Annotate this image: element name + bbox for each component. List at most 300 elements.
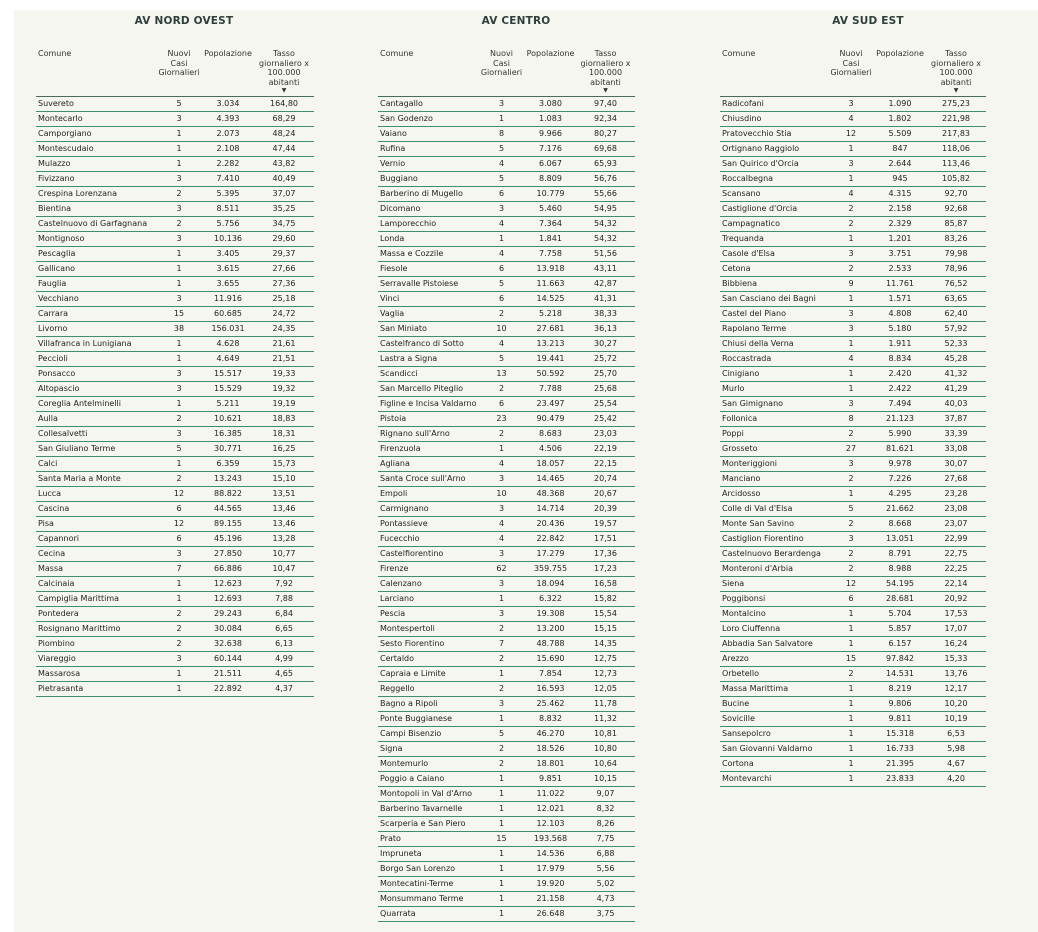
table-row [378, 832, 635, 847]
cell-popolazione: 2.073 [202, 127, 254, 142]
cell-popolazione: 4.506 [525, 442, 577, 457]
table-row [378, 277, 635, 292]
cell-nuovi-casi: 5 [479, 172, 525, 187]
cell-nuovi-casi: 3 [828, 457, 874, 472]
cell-nuovi-casi: 8 [479, 127, 525, 142]
cell-popolazione: 2.158 [874, 202, 926, 217]
table-row [36, 412, 314, 427]
cell-comune: Collesalvetti [36, 427, 156, 442]
cell-popolazione: 13.051 [874, 532, 926, 547]
table-row [378, 442, 635, 457]
cell-nuovi-casi: 6 [156, 502, 202, 517]
cell-popolazione: 27.850 [202, 547, 254, 562]
column-header-popolazione[interactable] [874, 49, 926, 97]
cell-nuovi-casi: 1 [156, 247, 202, 262]
cell-tasso: 92,68 [926, 202, 986, 217]
cell-comune: Monte San Savino [720, 517, 828, 532]
table-row [720, 472, 986, 487]
cell-tasso: 217,83 [926, 127, 986, 142]
cell-comune: Cortona [720, 757, 828, 772]
cell-comune: Firenze [378, 562, 479, 577]
table-row [720, 292, 986, 307]
column-header-nuovi-casi[interactable] [828, 49, 874, 97]
cell-popolazione: 9.806 [874, 697, 926, 712]
column-header-popolazione[interactable] [202, 49, 254, 97]
cell-nuovi-casi: 4 [479, 247, 525, 262]
column-header-label: Nuovi Casi Giornalieri [830, 49, 872, 78]
table-row [720, 457, 986, 472]
table-row [36, 217, 314, 232]
table-row [720, 187, 986, 202]
region-title: AV CENTRO [481, 15, 551, 27]
table-row [36, 187, 314, 202]
cell-tasso: 7,92 [254, 577, 314, 592]
table-row [378, 397, 635, 412]
cell-comune: Vaglia [378, 307, 479, 322]
table-row [378, 157, 635, 172]
cell-tasso: 19,33 [254, 367, 314, 382]
region-sud-est [698, 10, 1038, 787]
cell-popolazione: 14.536 [525, 847, 577, 862]
cell-comune: Villafranca in Lunigiana [36, 337, 156, 352]
cell-tasso: 29,60 [254, 232, 314, 247]
cell-popolazione: 16.733 [874, 742, 926, 757]
table-row [720, 577, 986, 592]
cell-nuovi-casi: 3 [156, 172, 202, 187]
cell-nuovi-casi: 1 [156, 277, 202, 292]
cell-tasso: 25,72 [577, 352, 635, 367]
cell-popolazione: 89.155 [202, 517, 254, 532]
cell-popolazione: 17.279 [525, 547, 577, 562]
column-header-label: Nuovi Casi Giornalieri [158, 49, 200, 78]
cell-popolazione: 193.568 [525, 832, 577, 847]
cell-comune: Montalcino [720, 607, 828, 622]
cell-tasso: 4,20 [926, 772, 986, 787]
cell-popolazione: 19.441 [525, 352, 577, 367]
column-header-label: Tasso giornaliero x 100.000 abitanti [931, 49, 981, 87]
cell-nuovi-casi: 1 [156, 577, 202, 592]
cell-nuovi-casi: 2 [156, 472, 202, 487]
cell-tasso: 21,51 [254, 352, 314, 367]
cell-popolazione: 29.243 [202, 607, 254, 622]
cell-tasso: 23,08 [926, 502, 986, 517]
cell-nuovi-casi: 1 [828, 712, 874, 727]
cell-popolazione: 2.108 [202, 142, 254, 157]
cell-comune: Sansepolcro [720, 727, 828, 742]
cell-comune: Montescudaio [36, 142, 156, 157]
cell-popolazione: 2.329 [874, 217, 926, 232]
column-header-tasso[interactable] [577, 49, 635, 97]
cell-nuovi-casi: 1 [479, 667, 525, 682]
cell-tasso: 27,68 [926, 472, 986, 487]
cell-nuovi-casi: 3 [479, 697, 525, 712]
cell-popolazione: 4.628 [202, 337, 254, 352]
cell-comune: Cantagallo [378, 97, 479, 112]
cell-comune: Montopoli in Val d'Arno [378, 787, 479, 802]
cell-comune: Barberino di Mugello [378, 187, 479, 202]
cell-popolazione: 18.094 [525, 577, 577, 592]
cell-popolazione: 10.621 [202, 412, 254, 427]
cell-tasso: 9,07 [577, 787, 635, 802]
cell-comune: Follonica [720, 412, 828, 427]
column-header-label: Nuovi Casi Giornalieri [480, 49, 523, 78]
cell-nuovi-casi: 15 [156, 307, 202, 322]
table-row [378, 127, 635, 142]
cell-popolazione: 3.655 [202, 277, 254, 292]
table-row [378, 712, 635, 727]
cell-nuovi-casi: 7 [156, 562, 202, 577]
cell-tasso: 17,51 [577, 532, 635, 547]
cell-tasso: 41,32 [926, 367, 986, 382]
cell-popolazione: 2.422 [874, 382, 926, 397]
cell-popolazione: 23.833 [874, 772, 926, 787]
report-panel [14, 10, 1038, 932]
cell-popolazione: 8.834 [874, 352, 926, 367]
table-row [720, 502, 986, 517]
cell-comune: Rapolano Terme [720, 322, 828, 337]
cell-nuovi-casi: 12 [828, 577, 874, 592]
table-row [36, 262, 314, 277]
table-row [720, 427, 986, 442]
cell-nuovi-casi: 4 [828, 112, 874, 127]
table-row [378, 97, 635, 112]
cell-tasso: 5,02 [577, 877, 635, 892]
table-row [378, 472, 635, 487]
cell-tasso: 19,32 [254, 382, 314, 397]
cell-tasso: 25,68 [577, 382, 635, 397]
cell-tasso: 34,75 [254, 217, 314, 232]
table-row [378, 502, 635, 517]
table-row [378, 652, 635, 667]
cell-tasso: 15,10 [254, 472, 314, 487]
table-row [36, 682, 314, 697]
cell-popolazione: 6.067 [525, 157, 577, 172]
cell-popolazione: 12.021 [525, 802, 577, 817]
cell-tasso: 11,32 [577, 712, 635, 727]
cell-nuovi-casi: 1 [479, 712, 525, 727]
cell-tasso: 68,29 [254, 112, 314, 127]
table-row [36, 457, 314, 472]
cell-popolazione: 21.123 [874, 412, 926, 427]
cell-nuovi-casi: 3 [479, 577, 525, 592]
cell-comune: Cetona [720, 262, 828, 277]
column-header-tasso[interactable] [926, 49, 986, 97]
cell-nuovi-casi: 5 [156, 97, 202, 112]
table-row [720, 232, 986, 247]
table-row [720, 412, 986, 427]
cell-nuovi-casi: 1 [156, 592, 202, 607]
table-row [720, 352, 986, 367]
cell-popolazione: 30.771 [202, 442, 254, 457]
cell-comune: Capannori [36, 532, 156, 547]
table-row [378, 862, 635, 877]
cell-comune: Cascina [36, 502, 156, 517]
cell-popolazione: 50.592 [525, 367, 577, 382]
cell-popolazione: 14.714 [525, 502, 577, 517]
cell-nuovi-casi: 1 [479, 907, 525, 922]
table-row [378, 187, 635, 202]
column-header-popolazione[interactable] [525, 49, 577, 97]
column-header-comune[interactable] [720, 49, 828, 97]
cell-tasso: 12,73 [577, 667, 635, 682]
table-row [36, 592, 314, 607]
cell-tasso: 20,67 [577, 487, 635, 502]
cell-popolazione: 66.886 [202, 562, 254, 577]
table-row [720, 112, 986, 127]
cell-nuovi-casi: 2 [156, 217, 202, 232]
cell-comune: San Quirico d'Orcia [720, 157, 828, 172]
cell-tasso: 40,49 [254, 172, 314, 187]
cell-nuovi-casi: 1 [479, 592, 525, 607]
cell-tasso: 10,81 [577, 727, 635, 742]
table-row [720, 607, 986, 622]
table-row [36, 352, 314, 367]
column-header-label: Comune [722, 49, 756, 58]
cell-nuovi-casi: 1 [479, 892, 525, 907]
column-header-comune[interactable] [36, 49, 156, 97]
cell-comune: Buggiano [378, 172, 479, 187]
cell-comune: Reggello [378, 682, 479, 697]
cell-comune: Chiusi della Verna [720, 337, 828, 352]
cell-comune: Pontassieve [378, 517, 479, 532]
cell-popolazione: 3.615 [202, 262, 254, 277]
cell-tasso: 10,15 [577, 772, 635, 787]
table-row [720, 697, 986, 712]
table-row [36, 172, 314, 187]
cell-popolazione: 5.990 [874, 427, 926, 442]
cell-tasso: 78,96 [926, 262, 986, 277]
cell-tasso: 29,37 [254, 247, 314, 262]
cell-tasso: 45,28 [926, 352, 986, 367]
table-row [36, 577, 314, 592]
cell-comune: Campagnatico [720, 217, 828, 232]
cell-comune: Barberino Tavarnelle [378, 802, 479, 817]
cell-nuovi-casi: 2 [479, 757, 525, 772]
table-row [36, 322, 314, 337]
cell-popolazione: 21.662 [874, 502, 926, 517]
cell-popolazione: 7.410 [202, 172, 254, 187]
cell-nuovi-casi: 1 [479, 862, 525, 877]
cell-comune: Vecchiano [36, 292, 156, 307]
table-row [720, 142, 986, 157]
cell-nuovi-casi: 2 [828, 217, 874, 232]
cell-popolazione: 156.031 [202, 322, 254, 337]
table-row [378, 202, 635, 217]
cell-popolazione: 1.802 [874, 112, 926, 127]
cell-nuovi-casi: 1 [479, 232, 525, 247]
cell-comune: Massa Marittima [720, 682, 828, 697]
table-row [378, 457, 635, 472]
cell-tasso: 7,75 [577, 832, 635, 847]
cell-nuovi-casi: 1 [828, 637, 874, 652]
region-title: AV SUD EST [832, 15, 904, 27]
cell-tasso: 275,23 [926, 97, 986, 112]
cell-nuovi-casi: 3 [479, 202, 525, 217]
cell-popolazione: 20.436 [525, 517, 577, 532]
cell-popolazione: 97.842 [874, 652, 926, 667]
table-row [36, 517, 314, 532]
table-row [720, 622, 986, 637]
table-row [36, 307, 314, 322]
cell-popolazione: 1.841 [525, 232, 577, 247]
cell-nuovi-casi: 3 [156, 367, 202, 382]
cell-tasso: 5,56 [577, 862, 635, 877]
cell-nuovi-casi: 7 [479, 637, 525, 652]
cell-comune: Montemurlo [378, 757, 479, 772]
cell-comune: Carrara [36, 307, 156, 322]
cell-tasso: 10,80 [577, 742, 635, 757]
table-row [36, 562, 314, 577]
table-row [378, 517, 635, 532]
cell-tasso: 52,33 [926, 337, 986, 352]
cell-comune: Livorno [36, 322, 156, 337]
cell-tasso: 30,27 [577, 337, 635, 352]
cell-comune: Arezzo [720, 652, 828, 667]
cell-nuovi-casi: 12 [156, 517, 202, 532]
cell-popolazione: 8.219 [874, 682, 926, 697]
column-header-nuovi-casi[interactable] [479, 49, 525, 97]
cell-comune: Monsummano Terme [378, 892, 479, 907]
cell-nuovi-casi: 2 [479, 427, 525, 442]
cell-tasso: 10,19 [926, 712, 986, 727]
cell-comune: Camporgiano [36, 127, 156, 142]
cell-comune: Sovicille [720, 712, 828, 727]
cell-nuovi-casi: 2 [828, 547, 874, 562]
table-row [378, 697, 635, 712]
table-row [720, 382, 986, 397]
cell-tasso: 54,95 [577, 202, 635, 217]
cell-comune: Roccalbegna [720, 172, 828, 187]
sort-descending-icon[interactable]: ▼ [281, 87, 287, 95]
cell-tasso: 17,07 [926, 622, 986, 637]
column-header-nuovi-casi[interactable] [156, 49, 202, 97]
cell-comune: Bagno a Ripoli [378, 697, 479, 712]
cell-nuovi-casi: 4 [479, 217, 525, 232]
table-row [720, 637, 986, 652]
cell-popolazione: 7.226 [874, 472, 926, 487]
cell-tasso: 12,05 [577, 682, 635, 697]
cell-nuovi-casi: 4 [479, 517, 525, 532]
cell-tasso: 25,42 [577, 412, 635, 427]
cell-popolazione: 1.201 [874, 232, 926, 247]
table-row [378, 622, 635, 637]
cell-tasso: 13,46 [254, 502, 314, 517]
table-row [36, 202, 314, 217]
column-header-label: Popolazione [204, 49, 252, 58]
cell-popolazione: 14.465 [525, 472, 577, 487]
cell-comune: Massarosa [36, 667, 156, 682]
cell-comune: Arcidosso [720, 487, 828, 502]
cell-nuovi-casi: 5 [828, 502, 874, 517]
cell-popolazione: 14.525 [525, 292, 577, 307]
cell-nuovi-casi: 1 [479, 802, 525, 817]
table-row [36, 232, 314, 247]
column-header-comune[interactable] [378, 49, 479, 97]
table-row [378, 112, 635, 127]
cell-nuovi-casi: 1 [828, 742, 874, 757]
cell-nuovi-casi: 1 [156, 682, 202, 697]
table-row [720, 592, 986, 607]
cell-comune: Ponte Buggianese [378, 712, 479, 727]
cell-comune: Mulazzo [36, 157, 156, 172]
cell-comune: Serravalle Pistoiese [378, 277, 479, 292]
cell-tasso: 4,65 [254, 667, 314, 682]
cell-nuovi-casi: 1 [828, 382, 874, 397]
column-header-label: Tasso giornaliero x 100.000 abitanti [259, 49, 309, 87]
cell-comune: Massa e Cozzile [378, 247, 479, 262]
cell-popolazione: 4.808 [874, 307, 926, 322]
cell-popolazione: 17.979 [525, 862, 577, 877]
cell-comune: Pescaglia [36, 247, 156, 262]
cell-tasso: 65,93 [577, 157, 635, 172]
cell-nuovi-casi: 1 [156, 127, 202, 142]
cell-popolazione: 13.200 [525, 622, 577, 637]
cell-nuovi-casi: 1 [156, 352, 202, 367]
cell-tasso: 22,19 [577, 442, 635, 457]
table-row [720, 307, 986, 322]
table-row [36, 382, 314, 397]
cell-comune: Calcinaia [36, 577, 156, 592]
cell-popolazione: 2.644 [874, 157, 926, 172]
cell-tasso: 13,46 [254, 517, 314, 532]
cell-comune: Capraia e Limite [378, 667, 479, 682]
cell-nuovi-casi: 1 [479, 847, 525, 862]
cell-popolazione: 18.057 [525, 457, 577, 472]
cell-nuovi-casi: 2 [828, 472, 874, 487]
cell-nuovi-casi: 1 [828, 607, 874, 622]
cell-popolazione: 8.668 [874, 517, 926, 532]
cell-tasso: 62,40 [926, 307, 986, 322]
column-header-tasso[interactable] [254, 49, 314, 97]
table-row [378, 172, 635, 187]
cell-comune: San Giuliano Terme [36, 442, 156, 457]
cell-tasso: 37,87 [926, 412, 986, 427]
cell-tasso: 21,61 [254, 337, 314, 352]
cell-comune: Crespina Lorenzana [36, 187, 156, 202]
cell-nuovi-casi: 1 [156, 337, 202, 352]
cell-tasso: 43,11 [577, 262, 635, 277]
table-row [720, 562, 986, 577]
cell-popolazione: 3.751 [874, 247, 926, 262]
cell-tasso: 5,98 [926, 742, 986, 757]
cell-comune: Monteriggioni [720, 457, 828, 472]
table-row [378, 637, 635, 652]
cell-popolazione: 90.479 [525, 412, 577, 427]
table-row [36, 547, 314, 562]
table-row [378, 352, 635, 367]
sort-descending-icon[interactable]: ▼ [603, 87, 608, 95]
cell-nuovi-casi: 1 [479, 877, 525, 892]
table-row [378, 727, 635, 742]
cell-popolazione: 46.270 [525, 727, 577, 742]
cell-tasso: 15,82 [577, 592, 635, 607]
cell-comune: Londa [378, 232, 479, 247]
column-header-label: Comune [38, 49, 72, 58]
cell-tasso: 92,34 [577, 112, 635, 127]
cell-nuovi-casi: 3 [156, 112, 202, 127]
cell-nuovi-casi: 5 [156, 442, 202, 457]
cell-nuovi-casi: 2 [156, 637, 202, 652]
sort-descending-icon[interactable]: ▼ [953, 87, 959, 95]
table-row [36, 157, 314, 172]
cell-popolazione: 9.966 [525, 127, 577, 142]
cell-comune: Montespertoli [378, 622, 479, 637]
cell-tasso: 56,76 [577, 172, 635, 187]
table-row [378, 817, 635, 832]
cell-popolazione: 21.395 [874, 757, 926, 772]
cell-comune: Massa [36, 562, 156, 577]
cell-tasso: 18,83 [254, 412, 314, 427]
